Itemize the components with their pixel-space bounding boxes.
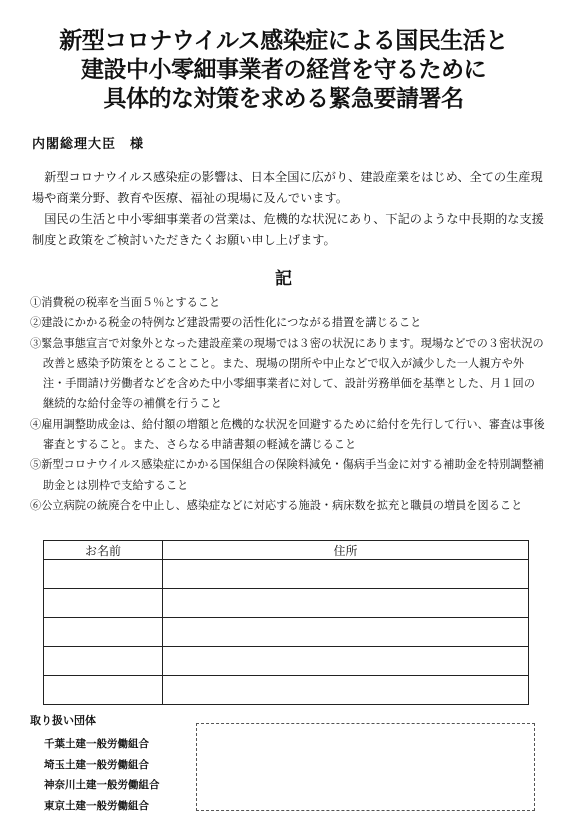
demand-item-5: ⑤新型コロナウイルス感染症にかかる国保組合の保険料減免・傷病手当金に対する補助金を特別調整補助金とは別枠で支給すること bbox=[30, 458, 544, 492]
demand-item-1: ①消費税の税率を当面５％とすること bbox=[30, 296, 221, 309]
organization-stamp-box bbox=[196, 723, 535, 811]
petition-title bbox=[20, 26, 547, 113]
signature-table-header bbox=[44, 541, 529, 560]
name-cell[interactable] bbox=[44, 647, 163, 676]
demand-item-4: ④雇用調整助成金は、給付額の増額と危機的な状況を回避するために給付を先行して行い、審査は事後審査とすること。また、さらなる申請書類の軽減を講じること bbox=[30, 417, 545, 452]
addressee: 内閣総理大臣 様 bbox=[32, 137, 145, 152]
name-cell[interactable] bbox=[44, 618, 163, 647]
organization-list bbox=[44, 734, 160, 816]
name-cell[interactable] bbox=[44, 589, 163, 618]
signature-table bbox=[43, 540, 529, 705]
address-cell[interactable] bbox=[163, 560, 529, 589]
title-line-2: 建設中小零細事業者の経営を守るために bbox=[81, 56, 486, 83]
signature-row bbox=[44, 647, 529, 676]
ki-heading: 記 bbox=[275, 269, 292, 289]
demand-item-6: ⑥公立病院の統廃合を中止し、感染症などに対応する施設・病床数を拡充と職員の増員を図ること bbox=[30, 498, 523, 512]
intro-text bbox=[32, 167, 544, 251]
intro-paragraph-2: 国民の生活と中小零細事業者の営業は、危機的な状況にあり、下記のような中長期的な支援制度と政策をご検討いただきたくお願い申し上げます。 bbox=[32, 212, 544, 247]
organization-item: 神奈川土建一般労働組合 bbox=[44, 779, 160, 791]
address-cell[interactable] bbox=[163, 589, 529, 618]
name-column-header: お名前 bbox=[44, 541, 163, 560]
address-cell[interactable] bbox=[163, 618, 529, 647]
address-cell[interactable] bbox=[163, 676, 529, 705]
signature-row bbox=[44, 560, 529, 589]
demand-item-3: ③緊急事態宣言で対象外となった建設産業の現場では３密の状況にあります。現場などでの３密状況の改善と感染予防策をとることこと。また、現場の閉所や中止などで収入が減少した一人親方や外注・手間請け労働者などを含めた中小零細事業者に対して、設計労務単価を基準とした、月１回の継続的な給付金等の補償を行うこと bbox=[30, 336, 544, 411]
organization-item: 埼玉土建一般労働組合 bbox=[44, 758, 149, 771]
organization-item: 東京土建一般労働組合 bbox=[44, 799, 149, 812]
name-cell[interactable] bbox=[44, 676, 163, 705]
address-column-header: 住所 bbox=[163, 541, 529, 560]
title-line-3: 具体的な対策を求める緊急要請署名 bbox=[103, 85, 464, 112]
organization-item: 千葉土建一般労働組合 bbox=[44, 738, 149, 750]
signature-row bbox=[44, 618, 529, 647]
organizations-title: 取り扱い団体 bbox=[30, 714, 96, 727]
signature-row bbox=[44, 676, 529, 705]
demand-item-2: ②建設にかかる税金の特例など建設需要の活性化につながる措置を講じること bbox=[30, 316, 422, 330]
address-cell[interactable] bbox=[163, 647, 529, 676]
title-line-1: 新型コロナウイルス感染症による国民生活と bbox=[59, 27, 508, 54]
intro-paragraph-1: 新型コロナウイルス感染症の影響は、日本全国に広がり、建設産業をはじめ、全ての生産現場や商業分野、教育や医療、福祉の現場に及んでいます。 bbox=[32, 170, 543, 205]
demand-list bbox=[30, 293, 545, 516]
signature-row bbox=[44, 589, 529, 618]
name-cell[interactable] bbox=[44, 560, 163, 589]
